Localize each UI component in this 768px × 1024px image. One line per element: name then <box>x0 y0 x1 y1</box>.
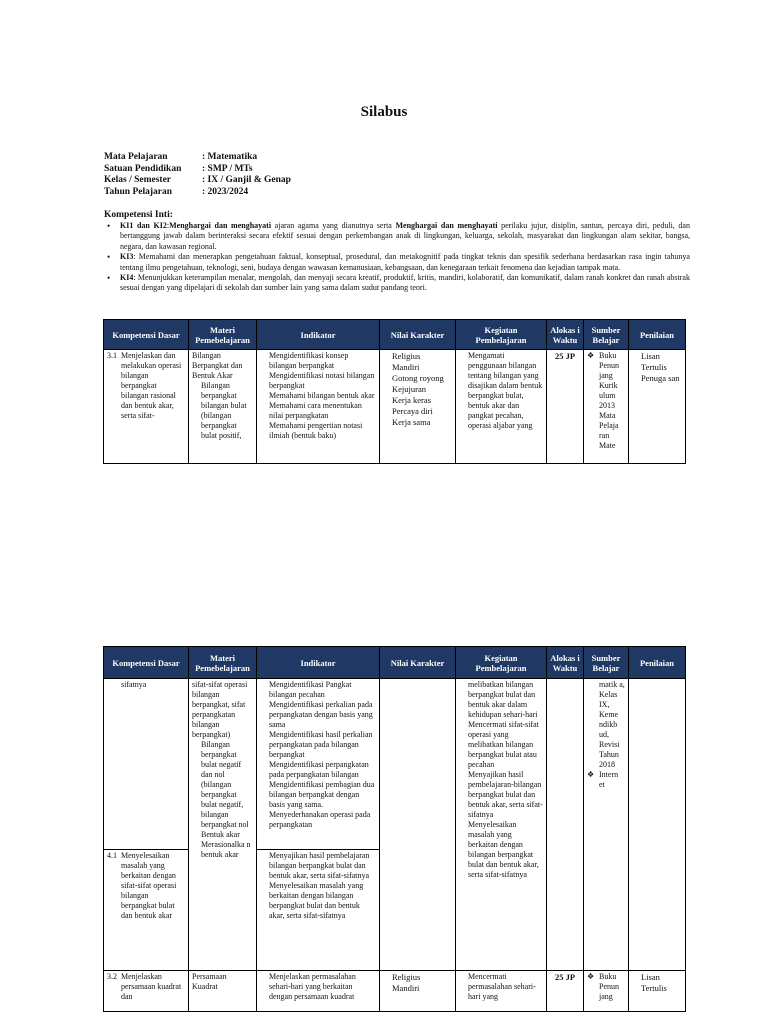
ki-item <box>104 252 690 273</box>
ki-code: KI3 <box>120 252 134 262</box>
ki-code: KI4 <box>120 273 134 283</box>
meta-row <box>104 164 291 176</box>
header-cell: Alokas i Waktu <box>547 320 584 350</box>
list-item: • Lisan <box>641 972 682 983</box>
header-cell: Nilai Karakter <box>380 647 456 679</box>
ki-item <box>104 221 690 252</box>
kd-cell <box>107 851 185 967</box>
meta-label: Kelas / Semester <box>104 175 172 185</box>
header-cell: Sumber Belajar <box>584 320 629 350</box>
list-item: • Gotong royong <box>392 373 452 384</box>
header-cell: Nilai Karakter <box>380 320 456 350</box>
list-item: • Percaya diri <box>392 406 452 417</box>
meta-row <box>104 152 291 164</box>
kd-number: 3.2 <box>107 972 117 981</box>
list-item: • Menjelaskan permasalahan sehari-hari yang berkaitan dengan persamaan kuadrat <box>269 972 376 1002</box>
meta-label: Mata Pelajaran <box>104 152 168 162</box>
list-item: • Mencermati permasalahan sehari-hari yang <box>468 972 543 1002</box>
table-row <box>104 971 686 1012</box>
ki-item <box>104 273 690 294</box>
kd-cell <box>107 351 185 460</box>
list-item: • Bentuk akar <box>201 830 253 840</box>
kegiatan-text: melibatkan bilangan berpangkat bulat dan bentuk akar dalam kehidupan sehari-hari <box>468 680 538 719</box>
header-cell: Penilaian <box>629 647 686 679</box>
indikator-cell <box>260 351 376 460</box>
meta-row <box>104 187 291 199</box>
list-item: • Kerja sama <box>392 417 452 428</box>
list-item: • Mengidentifikasi hasil perkalian perpangkatan pada bilangan berpangkat <box>269 730 376 760</box>
meta-value: : Matematika <box>202 152 258 162</box>
header-cell: Sumber Belajar <box>584 647 629 679</box>
ki-text: ajaran agama yang dianutnya serta <box>271 221 396 230</box>
ki-code: KI1 dan KI2 <box>120 221 167 230</box>
header-cell: Kegiatan Pembelajaran <box>456 320 547 350</box>
list-item: • Mengidentifikasi notasi bilangan berpangkat <box>269 371 376 391</box>
materi-cell <box>192 351 253 460</box>
table-header-row <box>104 320 686 350</box>
list-item: • Mencermati sifat-sifat operasi yang melibatkan bilangan berpangkat bulat atau pecahan <box>468 720 543 770</box>
header-cell: Materi Pemebelajaran <box>189 320 257 350</box>
header-cell: Kompetensi Dasar <box>104 647 189 679</box>
meta-value: : IX / Ganjil & Genap <box>202 175 291 185</box>
indikator-cell <box>260 680 376 846</box>
indikator-cell <box>260 851 376 967</box>
list-item: • Merasionalka n bentuk akar <box>201 840 253 860</box>
header-cell: Alokas i Waktu <box>547 647 584 679</box>
kd-text: Menjelaskan dan melakukan operasi bilangan berpangkat bilangan rasional dan bentuk akar, serta sifat- <box>121 351 182 420</box>
ki-sep: : <box>133 273 138 283</box>
materi-text: sifat-sifat operasi bilangan berpangkat, sifat perpangkatan bilangan berpangkat) <box>192 680 248 739</box>
list-item: • Menyelesaikan masalah yang berkaitan dengan bilangan berpangkat bulat dan bentuk akar, serta sifat-sifatnya <box>468 820 543 880</box>
list-item: • Memahami pengertian notasi ilmiah (bentuk baku) <box>269 421 376 441</box>
list-item: • Menyajikan hasil pembelajaran-bilangan berpangkat bulat dan bentuk akar, serta sifat-sifatnya <box>468 770 543 820</box>
list-item: • Mengidentifikasi perpangkatan pada perpangkatan bilangan <box>269 760 376 780</box>
kd-cell <box>107 972 185 1008</box>
ki-bold: Menghargai dan menghayati <box>395 221 498 230</box>
header-cell: Kompetensi Dasar <box>104 320 189 350</box>
materi-cell <box>192 680 253 966</box>
ki-list <box>104 221 690 294</box>
header-cell: Kegiatan Pembelajaran <box>456 647 547 679</box>
list-item: • Menyajikan hasil pembelajaran bilangan berpangkat bulat dan bentuk akar, serta sifat-sifatnya <box>269 851 376 881</box>
list-item: • Mengidentifikasi konsep bilangan berpangkat <box>269 351 376 371</box>
list-item: • Menyelesaikan masalah yang berkaitan dengan bilangan berpangkat bulat dan bentuk akar, serta sifat-sifatnya <box>269 881 376 921</box>
list-item: • Mengidentifikasi perkalian pada perpangkatan dengan basis yang sama <box>269 700 376 730</box>
list-item: • Tertulis <box>641 983 682 994</box>
materi-text: Persamaan Kuadrat <box>192 972 227 991</box>
meta-label: Satuan Pendidikan <box>104 163 182 174</box>
list-item: • Religius <box>392 351 452 362</box>
list-item: • Menyederhanakan operasi pada perpangkatan <box>269 810 376 830</box>
list-item: • Memahami cara menentukan nilai perpangkatan <box>269 401 376 421</box>
kd-number: 3.1 <box>107 351 117 360</box>
nilai-cell <box>383 972 452 1008</box>
table-row <box>104 679 686 850</box>
list-item: • Mandiri <box>392 362 452 373</box>
ki-sep: : <box>166 221 170 230</box>
sumber-text: Buku Penun jang Kurik ulum 2013 Mata Pelaja ran Mate <box>599 351 619 450</box>
penilaian-cell <box>632 972 682 1008</box>
list-item: • Bilangan berpangkat bulat negatif dan nol (bilangan berpangkat bulat negatif, bilangan berpangkat nol <box>201 740 253 830</box>
list-item: • Mengidentifikasi Pangkat bilangan pecahan <box>269 680 376 700</box>
ki-heading: Kompetensi Inti: <box>104 210 173 220</box>
ki-bold: Menghargai dan menghayati <box>169 221 272 230</box>
identity-block <box>104 152 291 198</box>
table-header-row <box>104 647 686 679</box>
ki-text: Menunjukkan keterampilan menalar, mengolah, dan menyaji secara kreatif, produktif, kritis, mandiri, kolaboratif, dan komunikatif, dalam ranah konkret dan ranah abstrak sesuai dengan yang dipelajari di sekolah dan sumber lain yang sama dalam sudut pandang teori. <box>120 273 690 293</box>
sumber-text: matik a, Kelas IX, Keme ndikb ud, Revisi Tahun 2018 <box>599 680 625 769</box>
alokasi-value: 25 JP <box>554 972 576 982</box>
table-row <box>104 350 686 464</box>
kd-text: Menjelaskan persamaan kuadrat dan <box>121 972 182 1001</box>
sumber-cell <box>587 351 625 460</box>
header-cell: Materi Pemebelajaran <box>189 647 257 679</box>
sumber-cell <box>587 972 625 1008</box>
syllabus-table-1 <box>103 319 686 464</box>
kd-text: sifatnya <box>121 680 147 689</box>
meta-label: Tahun Pelajaran <box>104 186 173 197</box>
diamond-bullet-icon: ❖ <box>587 972 595 981</box>
kegiatan-cell <box>459 972 543 1008</box>
ki-text: Memahami dan menerapkan pengetahuan faktual, konseptual, prosedural, dan metakognitif pada tingkat teknis dan spesifik sederhana berdasarkan rasa ingin tahunya tentang ilmu pengetahuan, teknologi, seni, budaya dengan wawasan kemanusiaan, kebangsaan, dan kenegaraan terkait fenomena dan kejadian tampak mata. <box>120 252 690 272</box>
list-item: • Religius <box>392 972 452 983</box>
list-item: • Mandiri <box>392 983 452 994</box>
list-item: • Mengamati penggunaan bilangan tentang bilangan yang disajikan dalam bentuk berpangkat bulat, bentuk akar dan pangkat pecahan, operasi aljabar yang <box>468 351 543 431</box>
meta-value: : SMP / MTs <box>202 163 253 174</box>
diamond-bullet-icon: ❖ <box>587 351 595 360</box>
indikator-cell <box>260 972 376 1008</box>
list-item: • Memahami bilangan bentuk akar <box>269 391 376 401</box>
header-cell: Penilaian <box>629 320 686 350</box>
syllabus-table-2 <box>103 646 686 1012</box>
ki-text: perilaku jujur, disiplin, santun, percaya diri, peduli, dan bertanggung jawab dalam berinteraksi secara efektif sesuai dengan perkembangan anak di lingkungan, keluarga, sekolah, masyarakat dan lingkungan alam sekitar, bangsa, negara, dan kawasan regional. <box>120 221 690 251</box>
list-item: • Kejujuran <box>392 384 452 395</box>
header-cell: Indikator <box>257 320 380 350</box>
alokasi-value: 25 JP <box>554 351 576 361</box>
kegiatan-cell <box>459 680 543 966</box>
sumber-text: Buku Penun jang <box>599 972 619 1001</box>
materi-text: Bilangan Berpangkat dan Bentuk Akar <box>192 351 243 380</box>
kd-text: Menyelesaikan masalah yang berkaitan dengan sifat-sifat operasi bilangan berpangkat bulat dan bentuk akar <box>121 851 177 920</box>
ki-sep: : <box>133 252 139 262</box>
meta-value: : 2023/2024 <box>202 186 249 197</box>
list-item: • Lisan <box>641 351 682 362</box>
list-item: • Penuga san <box>641 373 682 384</box>
sumber-text: Intern et <box>599 770 619 789</box>
meta-row <box>104 175 291 187</box>
list-item: • Mengidentifikasi pembagian dua bilangan berpangkat dengan basis yang sama. <box>269 780 376 810</box>
sumber-cell <box>587 680 625 966</box>
kegiatan-cell <box>459 351 543 460</box>
list-item: • Tertulis <box>641 362 682 373</box>
page-title: Silabus <box>360 104 408 120</box>
header-cell: Indikator <box>257 647 380 679</box>
list-item: • Bilangan berpangkat bilangan bulat (bilangan berpangkat bulat positif, <box>201 381 253 441</box>
list-item: • Kerja keras <box>392 395 452 406</box>
kd-number: 4.1 <box>107 851 117 860</box>
nilai-cell <box>383 351 452 460</box>
penilaian-cell <box>632 351 682 460</box>
diamond-bullet-icon: ❖ <box>587 770 595 779</box>
